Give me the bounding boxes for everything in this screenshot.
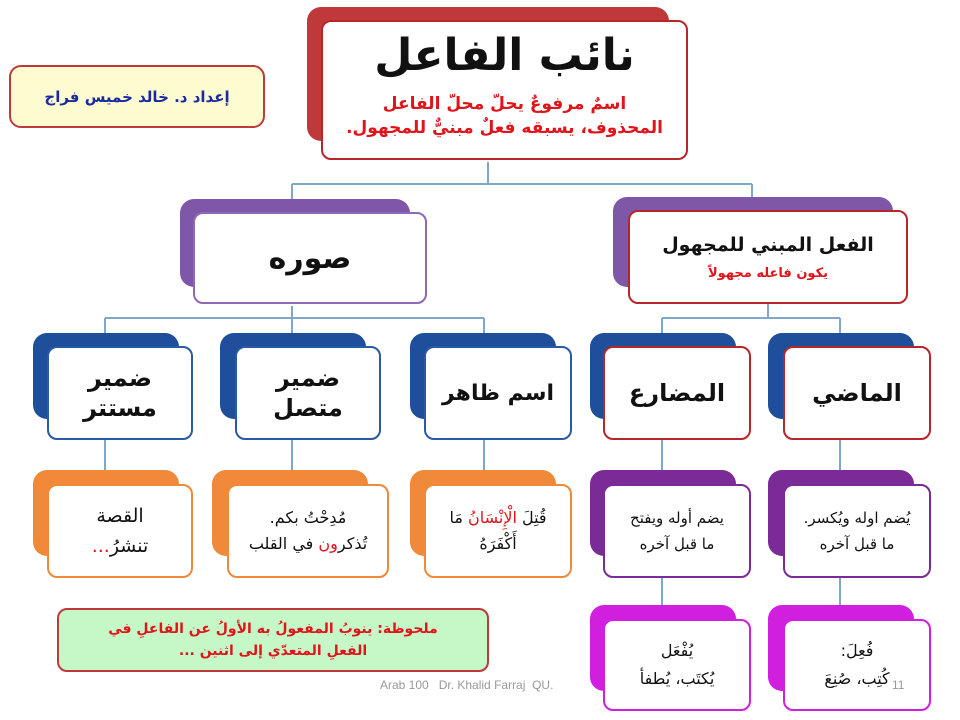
past-rule-line-2: ما قبل آخره [819, 535, 895, 553]
present-rule-line-2: ما قبل آخره [639, 535, 715, 553]
hidden-pronoun-label-2: مستتر [83, 394, 157, 422]
connector-verb-examples [662, 578, 840, 606]
attached-pronoun-card [235, 346, 381, 440]
attached-example-pronoun: ون [318, 534, 338, 553]
past-label: الماضي [812, 379, 902, 407]
forms-heading: صوره [268, 240, 352, 276]
hidden-example-line-1: القصة [96, 505, 144, 527]
present-example-line-2: يُكتَب، يُطفأ [639, 669, 715, 688]
present-rule-card [603, 484, 751, 578]
connector-forms-children [105, 306, 484, 336]
hidden-example-ellipsis: ... [91, 535, 110, 557]
explicit-noun-label: اسم ظاهر [442, 380, 555, 406]
author-badge [9, 65, 265, 128]
explicit-example-verb: قُتِلَ [516, 508, 547, 527]
title-heading: نائب الفاعل [374, 30, 635, 81]
verb-subtitle: يكون فاعله مجهولاً [707, 265, 829, 281]
note-line-2: الفعلِ المتعدّي إلى اثنين ... [178, 643, 368, 659]
definition-line-2: المحذوف، يسبقه فعلٌ مبنيٌّ للمجهول. [346, 118, 663, 138]
present-example-card [603, 619, 751, 711]
forms-heading-card [193, 212, 427, 304]
past-example-line-2: كُتِب، صُنِعَ [824, 669, 890, 688]
past-rule-line-1: يُضم اوله ويُكسر. [803, 509, 911, 527]
attached-example-verb: تُذكر [337, 534, 368, 553]
hidden-example-card [47, 484, 193, 578]
present-label: المضارع [628, 379, 726, 407]
footer-course: Arab 100 Dr. Khalid Farraj QU. [380, 678, 554, 692]
past-example-card [783, 619, 931, 711]
verb-heading-card [628, 210, 908, 304]
explicit-example-line-2: أَكْفَرَهُ [479, 534, 517, 553]
explicit-example-card [424, 484, 572, 578]
note-box [57, 608, 489, 672]
past-example-line-1: فُعِلَ: [840, 641, 874, 660]
hidden-pronoun-card [47, 346, 193, 440]
present-card [603, 346, 751, 440]
explicit-example-ma: مَا [449, 508, 468, 527]
note-line-1: ملحوظة: ينوبُ المفعولُ به الأولُ عن الفاعلِ في [108, 621, 438, 637]
verb-heading: الفعل المبني للمجهول [662, 233, 874, 256]
past-card [783, 346, 931, 440]
hidden-example-line-2 [92, 531, 149, 561]
past-rule-card [783, 484, 931, 578]
hidden-pronoun-label-1: ضمير [88, 364, 153, 392]
explicit-example-line-1 [449, 505, 546, 531]
explicit-noun-card [424, 346, 572, 440]
connector-verb-rules [662, 440, 840, 470]
footer-page-number: 11 [892, 678, 905, 692]
attached-example-card [227, 484, 389, 578]
explicit-example-subject: الْإِنْسَانُ [467, 508, 517, 527]
connector-forms-examples [105, 440, 484, 470]
attached-pronoun-label-2: متصل [273, 394, 343, 422]
attached-example-line-2 [249, 531, 367, 557]
definition-line-1: اسمٌ مرفوعٌ يحلّ محلّ الفاعل [382, 94, 627, 114]
attached-example-rest: في القلب [248, 534, 319, 553]
present-example-line-1: يُفْعَل [660, 641, 694, 660]
present-rule-line-1: يضم أوله ويفتح [630, 509, 724, 527]
attached-example-line-1: مُدِحْتُ بكم. [269, 508, 347, 527]
author-badge-text: إعداد د. خالد خميس فراج [44, 87, 230, 106]
title-card [321, 20, 688, 160]
hidden-example-verb: تنشرُ [109, 535, 149, 557]
connector-verb-children [662, 304, 840, 336]
attached-pronoun-label-1: ضمير [276, 364, 341, 392]
